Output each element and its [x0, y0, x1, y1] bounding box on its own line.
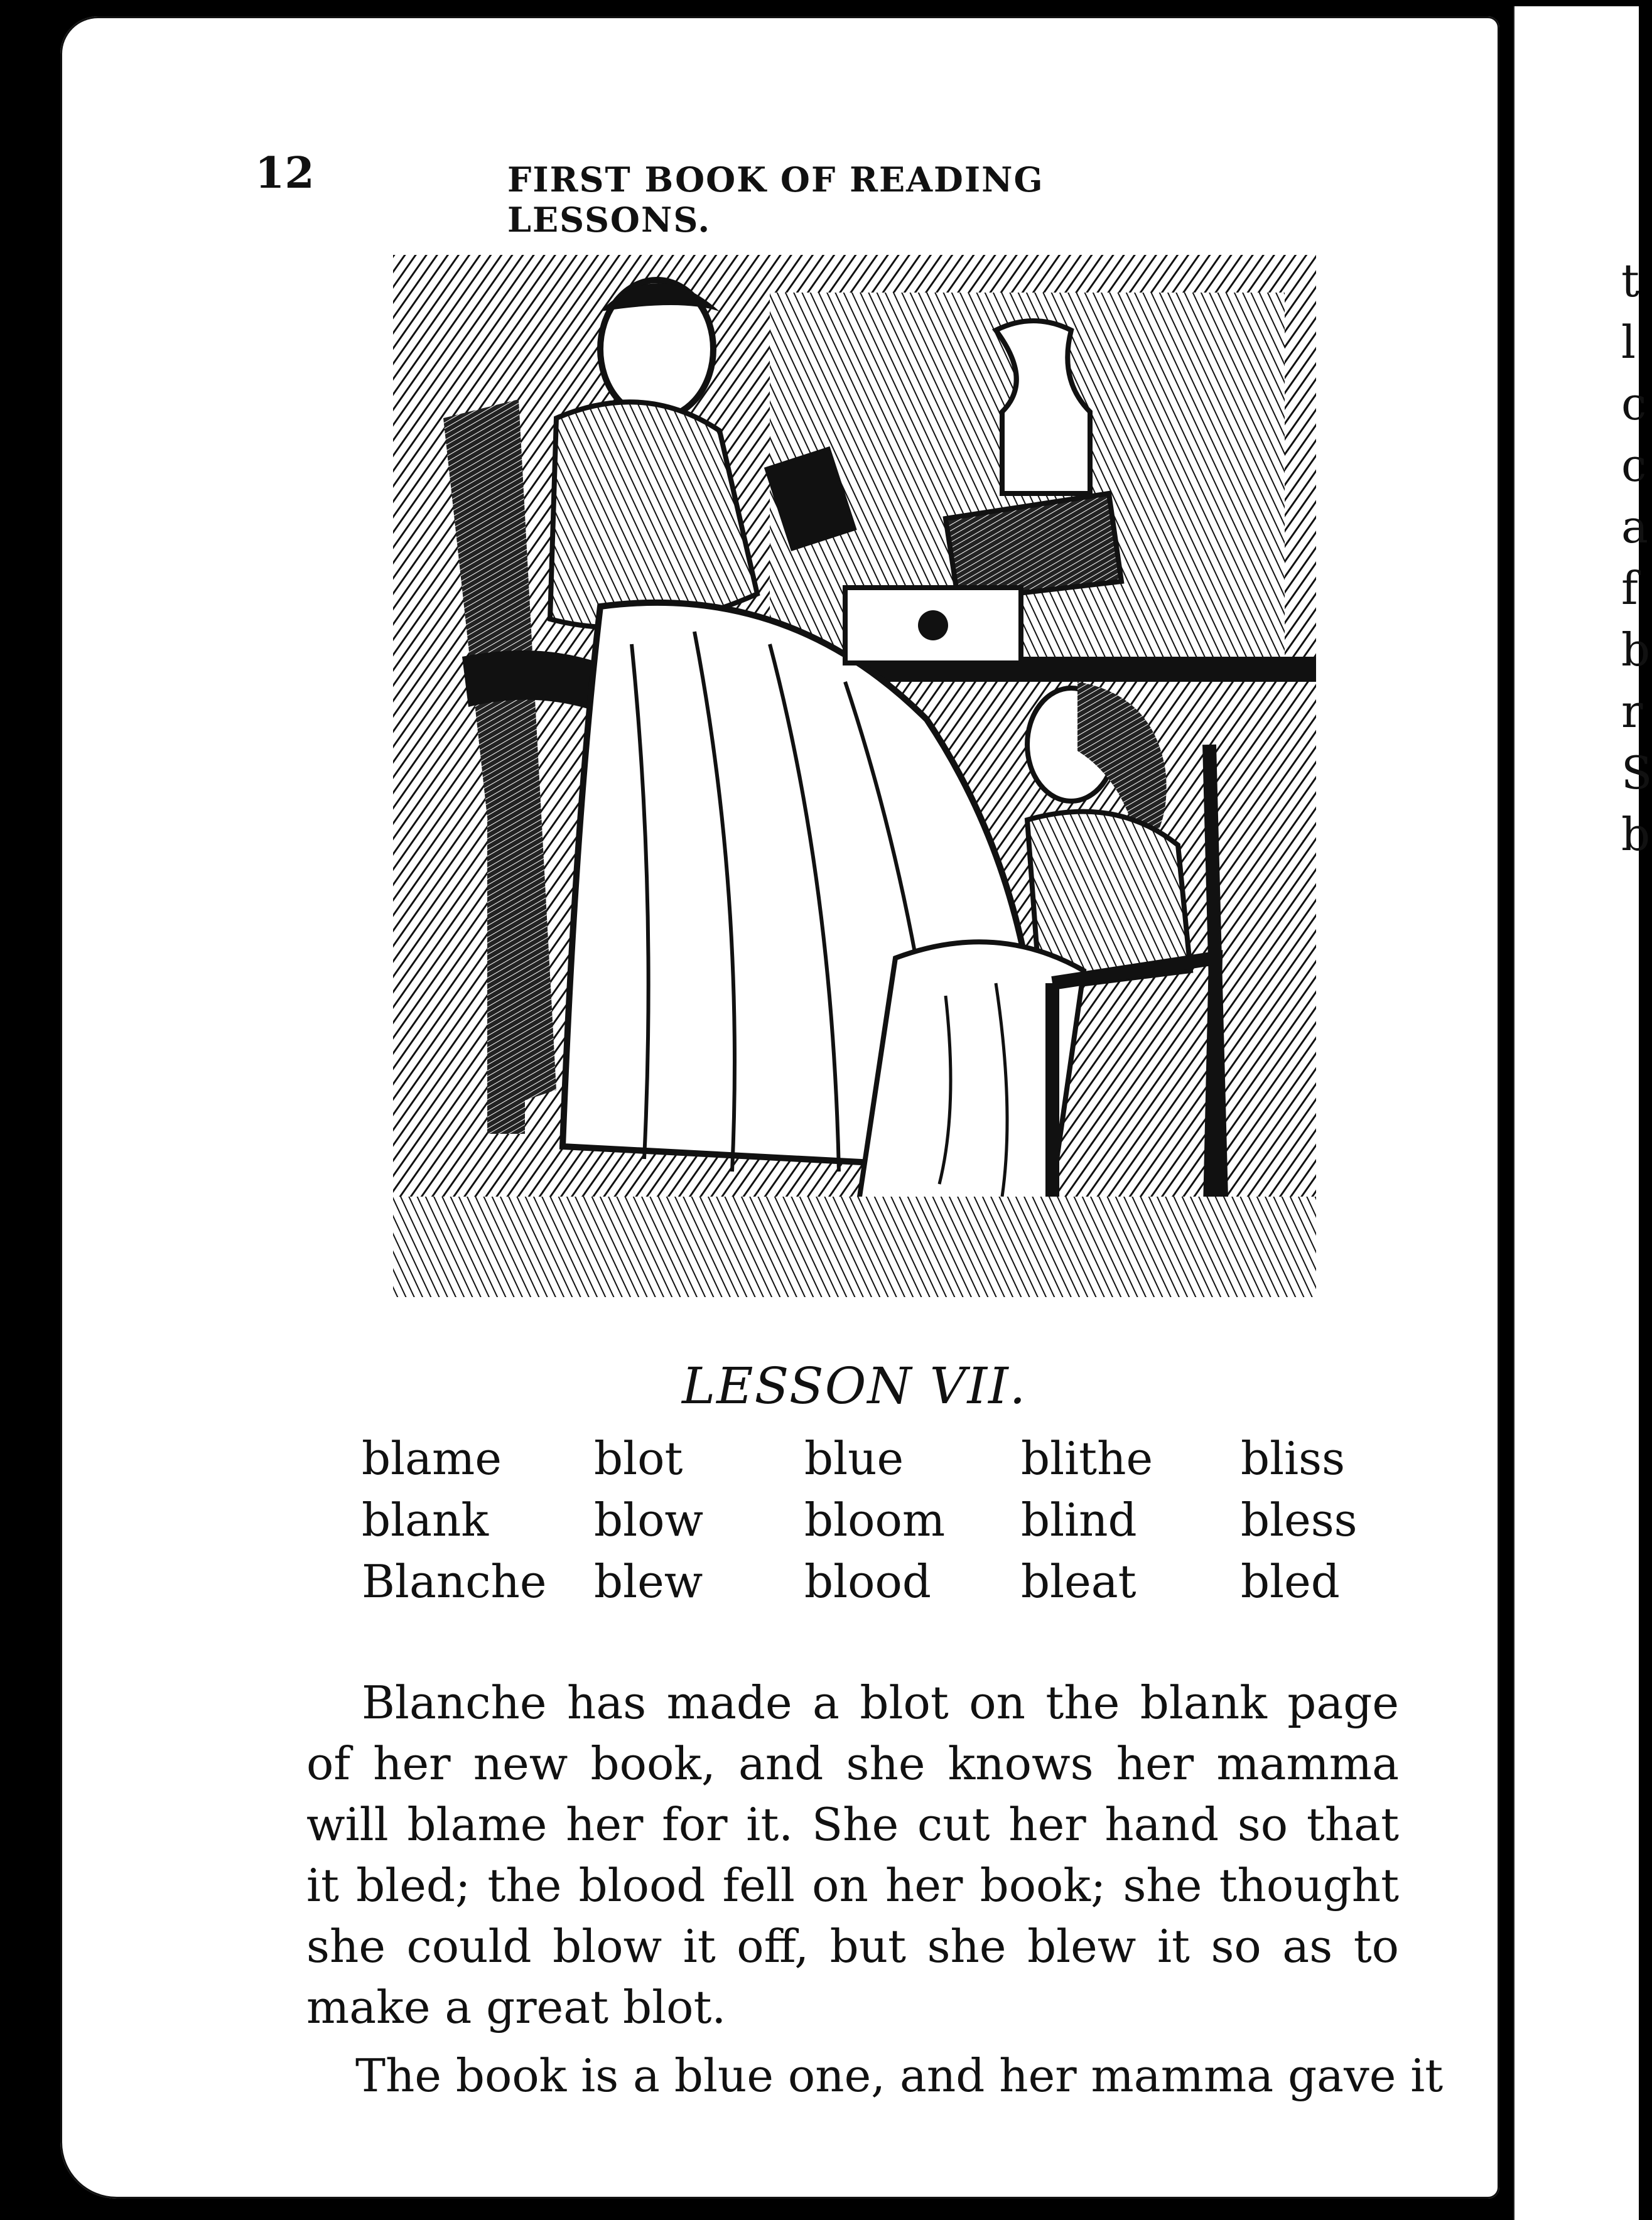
spelling-word: Blanche: [362, 1555, 547, 1608]
adjacent-letter: f: [1621, 562, 1638, 615]
spelling-word: bliss: [1241, 1432, 1346, 1485]
adjacent-letter: S: [1621, 746, 1652, 799]
spelling-word: bleat: [1021, 1555, 1136, 1608]
spelling-word: blew: [594, 1555, 703, 1608]
adjacent-letter: c: [1621, 377, 1647, 430]
spelling-word: blame: [362, 1432, 502, 1485]
spelling-word: bled: [1241, 1555, 1340, 1608]
adjacent-letter: t: [1621, 254, 1639, 307]
illustration-icon: [393, 255, 1316, 1297]
book-page: [60, 16, 1499, 2199]
adjacent-letter: b: [1621, 808, 1651, 861]
lesson-title: LESSON VII.: [682, 1357, 1027, 1415]
adjacent-letter: c: [1621, 439, 1647, 492]
spelling-word: blue: [804, 1432, 904, 1485]
lesson-paragraph: Blanche has made a blot on the blank page of her new book, and she knows her mamma will blame her for it. She cut her hand so that it bled; the blood fell on her book; she thought she could blow it off, but she blew it so as to make a great blot.: [306, 1676, 1399, 2034]
adjacent-letter: l: [1621, 316, 1636, 369]
spelling-word: blank: [362, 1494, 489, 1546]
spelling-word: bloom: [804, 1494, 946, 1546]
page-number: 12: [255, 148, 315, 198]
spelling-word: bless: [1241, 1494, 1358, 1546]
spelling-word: blot: [594, 1432, 683, 1485]
adjacent-letter: r: [1621, 685, 1643, 738]
spelling-word: blithe: [1021, 1432, 1153, 1485]
engraving-illustration: [393, 255, 1316, 1297]
running-title: FIRST BOOK OF READING LESSONS.: [507, 159, 1044, 240]
adjacent-page-edge: [1513, 6, 1652, 2220]
adjacent-letter: b: [1621, 623, 1651, 676]
spelling-word: blow: [594, 1494, 704, 1546]
adjacent-letter: a: [1621, 500, 1648, 553]
spelling-word-table: [362, 1432, 1366, 1617]
adjacent-page-letters: [1621, 250, 1652, 865]
lesson-paragraph-continued: The book is a blue one, and her mamma gave it: [355, 2049, 1444, 2102]
page-header: [255, 148, 1234, 240]
spelling-word: blood: [804, 1555, 931, 1608]
spelling-word: blind: [1021, 1494, 1137, 1546]
